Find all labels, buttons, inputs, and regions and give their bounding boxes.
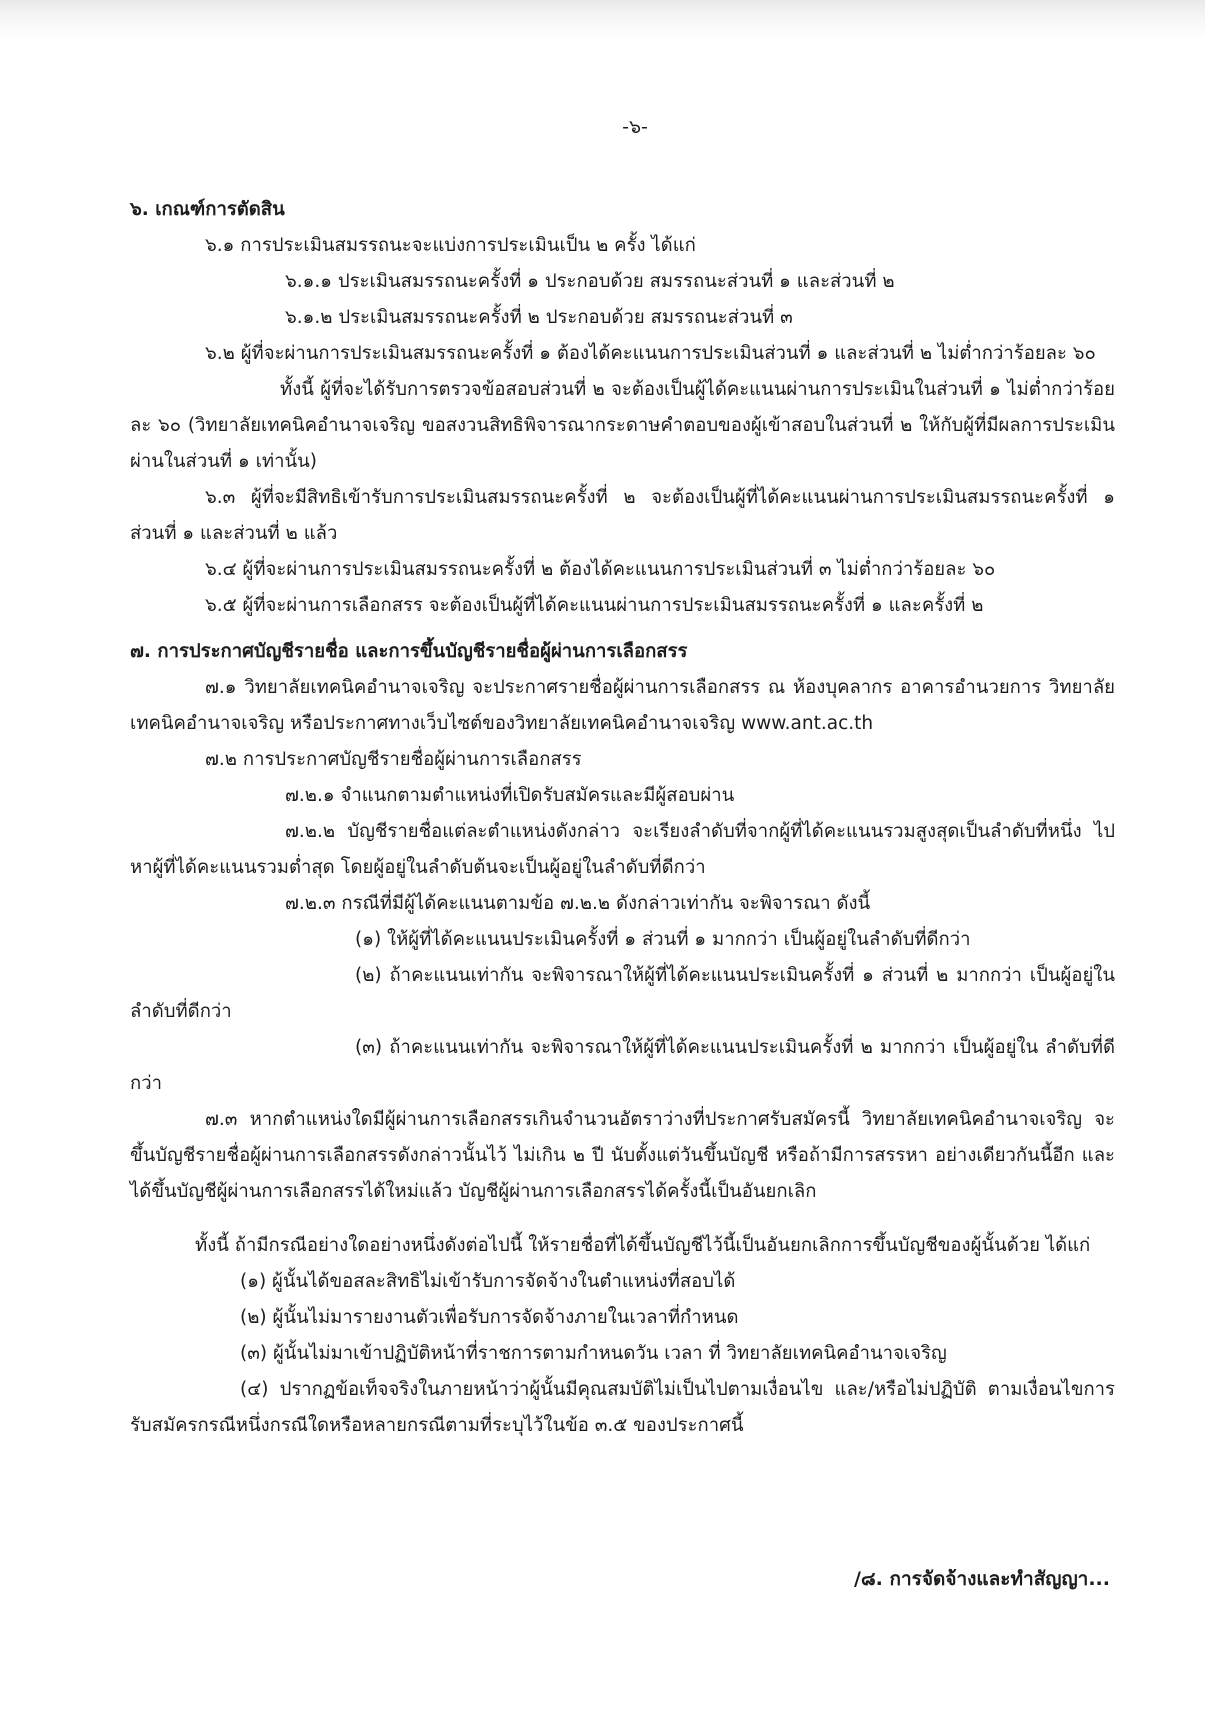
clause-6-1-2: ๖.๑.๒ ประเมินสมรรถนะครั้งที่ ๒ ประกอบด้วย สมรรถนะส่วนที่ ๓ xyxy=(285,307,793,328)
document-body xyxy=(130,192,1115,1444)
clause-7-2-3-item-3: (๓) ถ้าคะแนนเท่ากัน จะพิจารณาให้ผู้ที่ได้คะแนนประเมินครั้งที่ ๒ มากกว่า เป็นผู้อยู่ใน ลำดับที่ดีกว่า xyxy=(130,1037,1115,1094)
section-7-heading: ๗. การประกาศบัญชีรายชื่อ และการขึ้นบัญชีรายชื่อผู้ผ่านการเลือกสรร xyxy=(130,641,688,662)
cancellation-item-2: (๒) ผู้นั้นไม่มารายงานตัวเพื่อรับการจัดจ้างภายในเวลาที่กำหนด xyxy=(240,1307,739,1328)
continuation-note: /๘. การจัดจ้างและทำสัญญา... xyxy=(854,1568,1110,1590)
clause-7-2-3: ๗.๒.๓ กรณีที่มีผู้ได้คะแนนตามข้อ ๗.๒.๒ ดังกล่าวเท่ากัน จะพิจารณา ดังนี้ xyxy=(285,893,871,914)
cancellation-item-1: (๑) ผู้นั้นได้ขอสละสิทธิไม่เข้ารับการจัดจ้างในตำแหน่งที่สอบได้ xyxy=(240,1271,736,1292)
clause-6-4: ๖.๔ ผู้ที่จะผ่านการประเมินสมรรถนะครั้งที่ ๒ ต้องได้คะแนนการประเมินส่วนที่ ๓ ไม่ต่ำกว่าร้อยละ ๖๐ xyxy=(205,559,996,580)
page-number: -๖- xyxy=(622,116,648,138)
clause-6-1-1: ๖.๑.๑ ประเมินสมรรถนะครั้งที่ ๑ ประกอบด้วย สมรรถนะส่วนที่ ๑ และส่วนที่ ๒ xyxy=(285,271,895,292)
cancellation-item-4: (๔) ปรากฏข้อเท็จจริงในภายหน้าว่าผู้นั้นมีคุณสมบัติไม่เป็นไปตามเงื่อนไข และ/หรือไม่ปฏิบัติ ตามเงื่อนไขการรับสมัครกรณีหนึ่งกรณีใดหรือหลายกรณีตามที่ระบุไว้ในข้อ ๓.๕ ของประกาศนี้ xyxy=(130,1379,1115,1436)
clause-6-2: ๖.๒ ผู้ที่จะผ่านการประเมินสมรรถนะครั้งที่ ๑ ต้องได้คะแนนการประเมินส่วนที่ ๑ และส่วนที่ ๒ ไม่ต่ำกว่าร้อยละ ๖๐ xyxy=(205,343,1096,364)
clause-6-1: ๖.๑ การประเมินสมรรถนะจะแบ่งการประเมินเป็น ๒ ครั้ง ได้แก่ xyxy=(205,235,696,256)
clause-7-2: ๗.๒ การประกาศบัญชีรายชื่อผู้ผ่านการเลือกสรร xyxy=(205,749,582,770)
clause-7-2-1: ๗.๒.๑ จำแนกตามตำแหน่งที่เปิดรับสมัครและมีผู้สอบผ่าน xyxy=(285,785,735,806)
clause-7-3: ๗.๓ หากตำแหน่งใดมีผู้ผ่านการเลือกสรรเกินจำนวนอัตราว่างที่ประกาศรับสมัครนี้ วิทยาลัยเทคนิคอำนาจเจริญ จะขึ้นบัญชีรายชื่อผู้ผ่านการเลือกสรรดังกล่าวนั้นไว้ ไม่เกิน ๒ ปี นับตั้งแต่วันขึ้นบัญชี หรือถ้ามีการสรรหา อย่างเดียวกันนี้อีก และได้ขึ้นบัญชีผู้ผ่านการเลือกสรรได้ใหม่แล้ว บัญชีผู้ผ่านการเลือกสรรได้ครั้งนี้เป็นอันยกเลิก xyxy=(130,1109,1115,1202)
cancellation-item-3: (๓) ผู้นั้นไม่มาเข้าปฏิบัติหน้าที่ราชการตามกำหนดวัน เวลา ที่ วิทยาลัยเทคนิคอำนาจเจริญ xyxy=(240,1343,947,1364)
cancellation-note: ทั้งนี้ ถ้ามีกรณีอย่างใดอย่างหนึ่งดังต่อไปนี้ ให้รายชื่อที่ได้ขึ้นบัญชีไว้นี้เป็นอันยกเลิกการขึ้นบัญชีของผู้นั้นด้วย ได้แก่ xyxy=(195,1235,1091,1256)
clause-7-2-3-item-1: (๑) ให้ผู้ที่ได้คะแนนประเมินครั้งที่ ๑ ส่วนที่ ๑ มากกว่า เป็นผู้อยู่ในลำดับที่ดีกว่า xyxy=(355,929,971,950)
section-6-heading: ๖. เกณฑ์การตัดสิน xyxy=(130,199,285,220)
clause-7-2-3-item-2: (๒) ถ้าคะแนนเท่ากัน จะพิจารณาให้ผู้ที่ได้คะแนนประเมินครั้งที่ ๑ ส่วนที่ ๒ มากกว่า เป็นผู้อยู่ในลำดับที่ดีกว่า xyxy=(130,965,1115,1022)
clause-7-1: ๗.๑ วิทยาลัยเทคนิคอำนาจเจริญ จะประกาศรายชื่อผู้ผ่านการเลือกสรร ณ ห้องบุคลากร อาคารอำนวยการ วิทยาลัยเทคนิคอำนาจเจริญ หรือประกาศทางเว็บไซต์ของวิทยาลัยเทคนิคอำนาจเจริญ www.ant.ac.th xyxy=(130,677,1115,734)
clause-6-3: ๖.๓ ผู้ที่จะมีสิทธิเข้ารับการประเมินสมรรถนะครั้งที่ ๒ จะต้องเป็นผู้ที่ได้คะแนนผ่านการประเมินสมรรถนะครั้งที่ ๑ ส่วนที่ ๑ และส่วนที่ ๒ แล้ว xyxy=(130,487,1115,544)
clause-7-2-2: ๗.๒.๒ บัญชีรายชื่อแต่ละตำแหน่งดังกล่าว จะเรียงลำดับที่จากผู้ที่ได้คะแนนรวมสูงสุดเป็นลำดับที่หนึ่ง ไปหาผู้ที่ได้คะแนนรวมต่ำสุด โดยผู้อยู่ในลำดับต้นจะเป็นผู้อยู่ในลำดับที่ดีกว่า xyxy=(130,821,1115,878)
clause-6-2-note: ทั้งนี้ ผู้ที่จะได้รับการตรวจข้อสอบส่วนที่ ๒ จะต้องเป็นผู้ได้คะแนนผ่านการประเมินในส่วนที่ ๑ ไม่ต่ำกว่าร้อยละ ๖๐ (วิทยาลัยเทคนิคอำนาจเจริญ ขอสงวนสิทธิพิจารณากระดาษคำตอบของผู้เข้าสอบในส่วนที่ ๒ ให้กับผู้ที่มีผลการประเมินผ่านในส่วนที่ ๑ เท่านั้น) xyxy=(130,379,1115,472)
clause-6-5: ๖.๕ ผู้ที่จะผ่านการเลือกสรร จะต้องเป็นผู้ที่ได้คะแนนผ่านการประเมินสมรรถนะครั้งที่ ๑ และครั้งที่ ๒ xyxy=(205,595,984,616)
